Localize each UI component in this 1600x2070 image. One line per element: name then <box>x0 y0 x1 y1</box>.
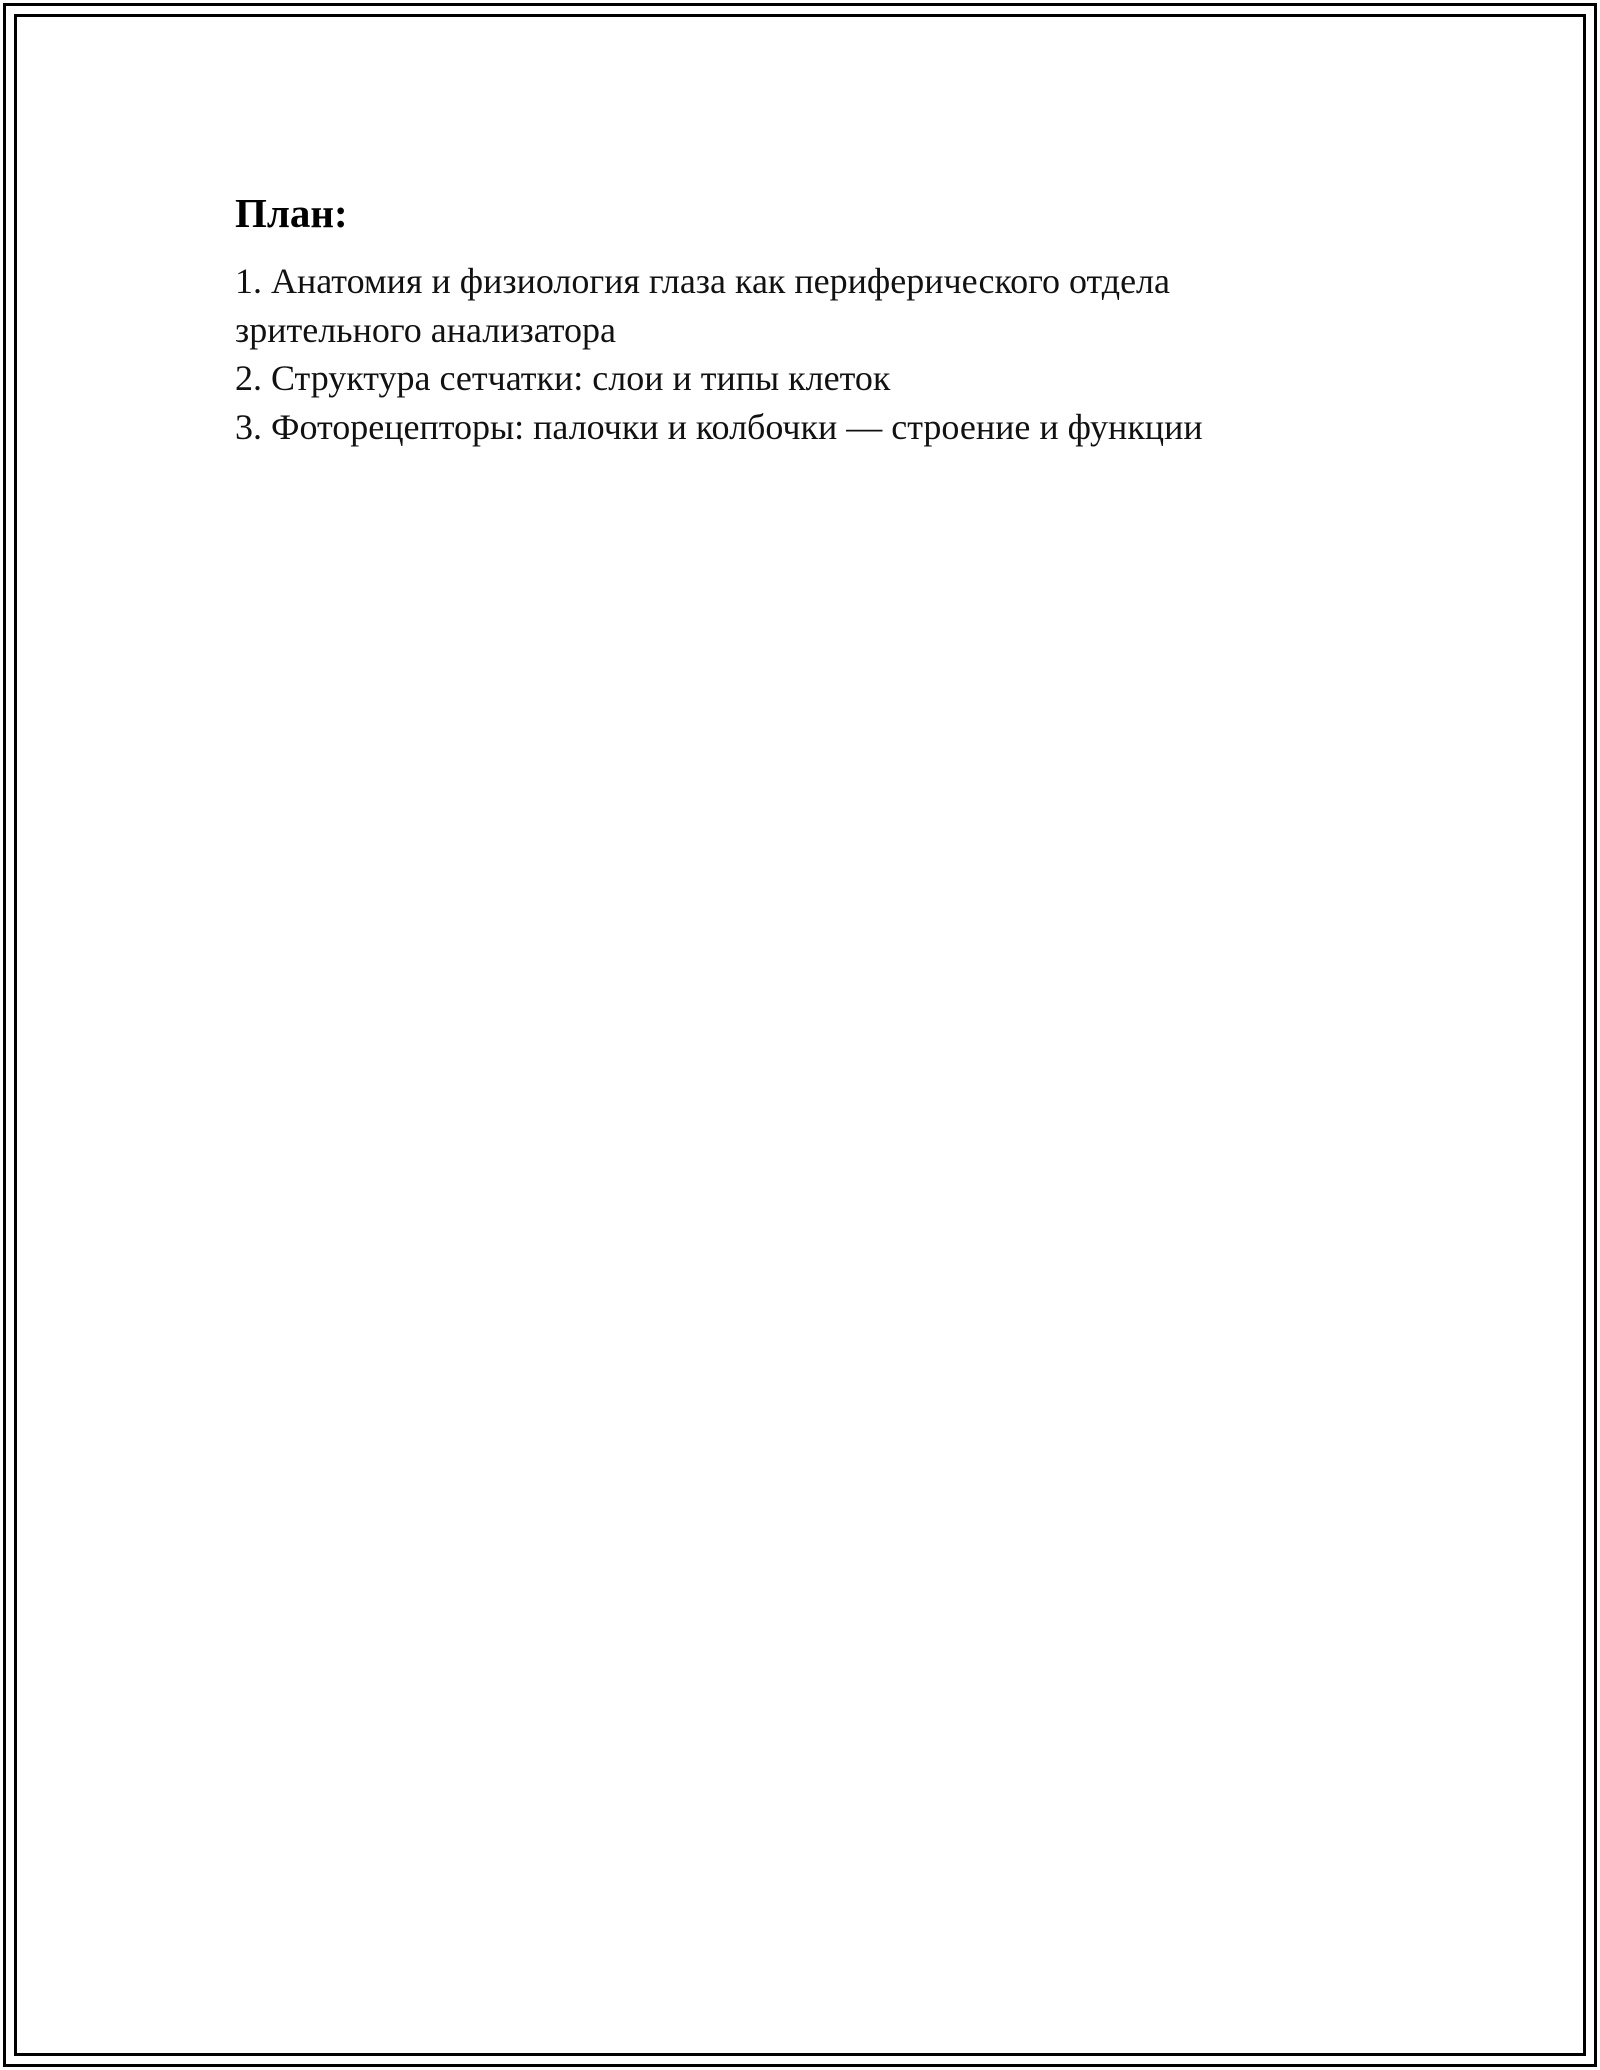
plan-list <box>235 257 1365 451</box>
plan-item-1: 1. Анатомия и физиология глаза как периферического отдела зрительного анализатора <box>235 261 1170 350</box>
plan-item-2: 2. Структура сетчатки: слои и типы клеток <box>235 358 891 398</box>
page-content <box>235 185 1365 451</box>
plan-item-3: 3. Фоторецепторы: палочки и колбочки — строение и функции <box>235 406 1203 447</box>
plan-heading: План: <box>235 190 348 236</box>
